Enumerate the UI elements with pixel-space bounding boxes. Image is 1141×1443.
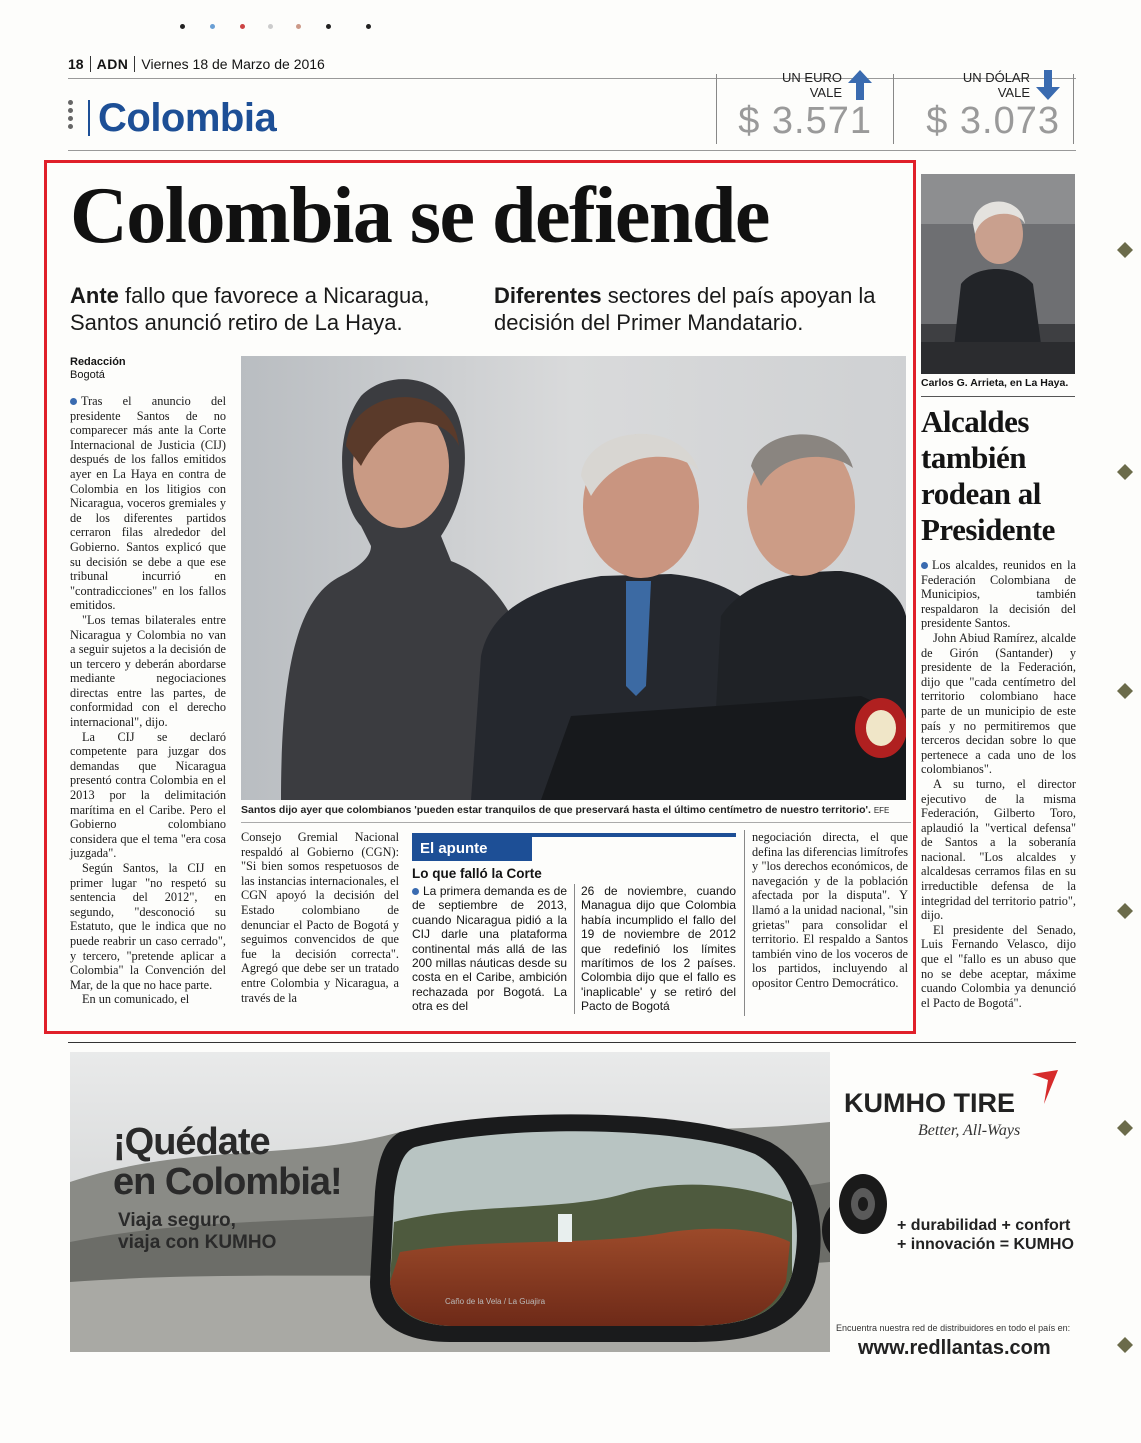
kumho-logo-mark-icon	[1030, 1068, 1060, 1106]
registration-mark-icon	[1117, 464, 1133, 480]
ad-title: ¡Quédate en Colombia!	[113, 1121, 342, 1203]
ad-rule	[68, 1042, 1076, 1043]
scan-dot	[366, 24, 371, 29]
registration-mark-icon	[1117, 1337, 1133, 1353]
ad-tagline: Better, All-Ways	[918, 1122, 1021, 1139]
registration-mark-icon	[1117, 903, 1133, 919]
paragraph: Tras el anuncio del presidente Santos de no comparecer más ante la Corte Internacional de Justicia (CIJ) después de los fallos emitidos ayer en La Haya en contra de Colombia en los litigios con Nicaragua, voceros gremiales y de los diferentes partidos cerraron filas alrededor del Gobierno. Santos explicó que su decisión se debe a que ese tribunal incurrió en "contradicciones" en los fallos emitidos.	[70, 394, 226, 613]
sidebar-photo	[921, 174, 1075, 374]
newspaper-logo: ADN	[96, 56, 129, 72]
dollar-price: $ 3.073	[926, 100, 1060, 142]
paragraph: A su turno, el director ejecutivo de la misma Federación, Gilberto Toro, aplaudió la "vertical defensa" de Santos a la soberanía nacional. "Los alcaldes y alcaldesas cerramos filas en su irreductible defensa de la integridad del territorio patrio", dijo.	[921, 776, 1076, 923]
registration-mark-icon	[1117, 683, 1133, 699]
kumho-logo: KUMHO TIRE	[844, 1088, 1015, 1118]
apunte-title: Lo que falló la Corte	[412, 866, 542, 881]
currency-divider	[1073, 74, 1074, 144]
paragraph: negociación directa, el que defina las diferencias limítrofes y "los derechos económicos, de navegación y de la población afectada por la disputa". Y llamó a la unidad nacional, "sin grietas" para consolidar el territorio. El respaldo a Santos también vino de los voceros de los partidos, incluyendo al opositor Centro Democrático.	[752, 830, 908, 990]
paragraph: La CIJ se declaró competente para juzgar dos demandas que Nicaragua presentó contra Colombia en el 2013 por la delimitación marítima en el Caribe. Pero el Gobierno colombiano considera que el tema "era cosa juzgada".	[70, 729, 226, 861]
article-headline: Colombia se defiende	[70, 172, 769, 260]
paragraph: El presidente del Senado, Luis Fernando Velasco, dijo que el "fallo es un abuso que no se debe aceptar, máxime cuando Colombia ya denunció el Pacto de Bogotá".	[921, 922, 1076, 1010]
euro-label: UN EURO VALE	[782, 70, 842, 100]
bullet-icon	[70, 398, 77, 405]
registration-mark-icon	[1117, 1120, 1133, 1136]
ad-url-link[interactable]: www.redllantas.com	[858, 1337, 1051, 1359]
apunte-label: El apunte	[412, 837, 532, 861]
section-dots-icon	[68, 100, 74, 132]
arrow-down-icon	[1036, 70, 1060, 100]
arrow-up-icon	[848, 70, 872, 100]
section-bar	[88, 100, 90, 136]
paragraph: Según Santos, la CIJ en primer lugar "no respetó su sentencia del 2012", en segundo, "desconoció su Estatuto, que le indica que no puede reabrir un caso cerrado", y tercero, "pretende aplicar a Colombia" la Convención del Mar, de la que no hace parte.	[70, 861, 226, 992]
paragraph: En un comunicado, el	[82, 992, 190, 1007]
sidebar-headline: Alcaldes también rodean al Presidente	[921, 404, 1055, 547]
byline-place: Bogotá	[70, 369, 105, 381]
sidebar-rule	[921, 396, 1075, 397]
paragraph: Consejo Gremial Nacional respaldó al Gobierno (CGN): "Si bien somos respetuosos de las instancias internacionales, el CGN apoyó la decisión del Estado colombiano de denunciar el Pacto de Bogotá y seguimos convencidos de que fue la decisión correcta". Agregó que debe ser un tratado entre Colombia y Nicaragua, a través de la	[241, 830, 399, 1005]
photo-caption: Santos dijo ayer que colombianos 'pueden estar tranquilos de que preservará hasta el último centímetro de nuestro territorio'. EFE	[241, 804, 890, 816]
scan-dot	[268, 24, 273, 29]
tire-icon	[836, 1172, 890, 1236]
euro-price: $ 3.571	[738, 100, 872, 142]
paragraph: "Los temas bilaterales entre Nicaragua y Colombia no van a seguir sujetos a la decisión de un tercero y deberán abordarse mediante negociaciones directas entre las partes, de conformidad con el derecho internacional", dijo.	[70, 612, 226, 730]
column-divider	[574, 884, 575, 1014]
article-column-1	[70, 394, 226, 1007]
deck-right: Diferentes sectores del país apoyan la decisión del Primer Mandatario.	[494, 283, 876, 335]
byline	[70, 356, 126, 382]
header-divider	[90, 56, 91, 72]
scan-dot	[296, 24, 301, 29]
bullet-icon	[412, 888, 419, 895]
page-header	[68, 56, 325, 72]
scan-dot	[210, 24, 215, 29]
sidebar-body	[921, 558, 1076, 1010]
issue-date: Viernes 18 de Marzo de 2016	[141, 56, 325, 72]
paragraph: John Abiud Ramírez, alcalde de Girón (Santander) y presidente de la Federación, dijo que "cada centímetro del territorio colombiano hace parte de un municipio de este país y no permitiremos que terceros decidan sobre lo que pertenece a cada uno de los colombianos".	[921, 630, 1076, 777]
mirror-caption: Caño de la Vela / La Guajira	[445, 1297, 546, 1306]
column-divider	[744, 830, 745, 1016]
currency-euro	[708, 68, 878, 140]
main-photo	[241, 356, 906, 800]
currency-divider	[893, 74, 894, 144]
registration-mark-icon	[1117, 242, 1133, 258]
scan-dot	[326, 24, 331, 29]
sidebar-photo-caption: Carlos G. Arrieta, en La Haya.	[921, 377, 1069, 389]
byline-name: Redacción	[70, 356, 126, 368]
photo-source: EFE	[873, 806, 890, 815]
section-rule	[68, 150, 1076, 151]
apunte-column-a: La primera demanda es de de septiembre de 2013, cuando Nicaragua pidió a la CIJ darle una plataforma continental más allá de las 200 millas náuticas desde su costa en el Caribe, ambición rechazada por Bogotá. La otra es del	[412, 884, 567, 1014]
apunte-column-b: 26 de noviembre, cuando Managua dijo que Colombia había incumplido el fallo del 19 de noviembre de 2012 que redefinió los límites marítimos de los 2 países. Colombia dijo que el fallo es 'inaplicable' y se retiró del Pacto de Bogotá	[581, 884, 736, 1014]
distributors-text: Encuentra nuestra red de distribuidores en todo el país en:	[836, 1323, 1071, 1333]
deck-left: Ante fallo que favorece a Nicaragua, Santos anunció retiro de La Haya.	[70, 283, 430, 335]
currency-dollar	[896, 68, 1066, 140]
article-column-2	[241, 830, 399, 1005]
ad-subtitle: Viaja seguro, viaja con KUMHO	[118, 1210, 277, 1253]
section-title: Colombia	[98, 96, 277, 140]
scan-dot	[240, 24, 245, 29]
ad-benefits: + durabilidad + confort + innovación = KUMHO	[897, 1217, 1074, 1253]
page-number: 18	[68, 56, 84, 72]
paragraph: Los alcaldes, reunidos en la Federación Colombiana de Municipios, también respaldaron la decisión del presidente Santos.	[921, 558, 1076, 631]
bullet-icon	[921, 562, 928, 569]
dollar-label: UN DÓLAR VALE	[962, 70, 1030, 100]
header-divider	[134, 56, 135, 72]
caption-rule	[241, 822, 911, 823]
article-column-5	[752, 830, 908, 991]
scan-dot	[180, 24, 185, 29]
